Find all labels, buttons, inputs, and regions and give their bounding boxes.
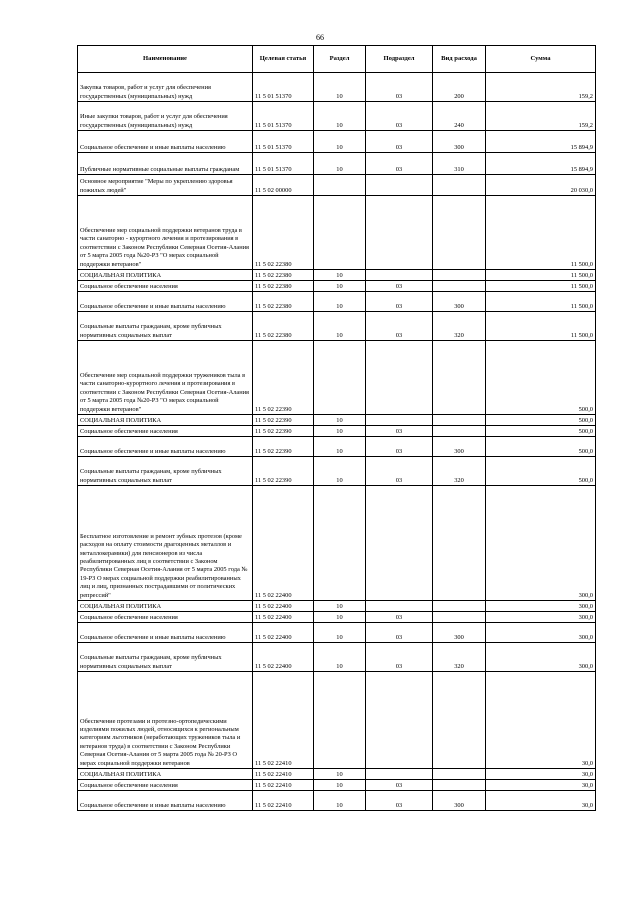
row-amount: 300,0	[486, 486, 596, 601]
row-expense-type: 240	[433, 102, 486, 131]
row-section	[314, 341, 366, 415]
row-section: 10	[314, 643, 366, 672]
row-amount: 11 500,0	[486, 292, 596, 312]
row-name: Обеспечение мер социальной поддержки тружеников тыла в части санаторно-курортного лечения и протезирования в соответствии с Законом Республики Северная Осетия-Алания от 5 марта 2005 года №20-РЗ "О мерах социальной поддержки ветеранов"	[78, 341, 253, 415]
row-expense-type	[433, 415, 486, 426]
row-target-article: 11 5 02 22400	[253, 623, 314, 643]
row-subsection	[366, 601, 433, 612]
header-subsection: Подраздел	[366, 46, 433, 73]
row-subsection	[366, 270, 433, 281]
row-section	[314, 486, 366, 601]
table-row	[78, 292, 596, 312]
row-name: СОЦИАЛЬНАЯ ПОЛИТИКА	[78, 415, 253, 426]
table-row	[78, 672, 596, 769]
row-target-article: 11 5 02 22380	[253, 281, 314, 292]
row-section: 10	[314, 281, 366, 292]
row-expense-type: 300	[433, 791, 486, 811]
row-section: 10	[314, 131, 366, 153]
row-name: Социальное обеспечение и иные выплаты населению	[78, 437, 253, 457]
row-subsection: 03	[366, 623, 433, 643]
row-section: 10	[314, 102, 366, 131]
row-name: Социальное обеспечение населения	[78, 281, 253, 292]
row-target-article: 11 5 02 22400	[253, 601, 314, 612]
row-amount: 500,0	[486, 437, 596, 457]
row-amount: 30,0	[486, 791, 596, 811]
row-subsection: 03	[366, 426, 433, 437]
row-section	[314, 196, 366, 270]
table-row	[78, 791, 596, 811]
row-amount: 300,0	[486, 643, 596, 672]
row-amount: 159,2	[486, 102, 596, 131]
table-row	[78, 769, 596, 780]
row-subsection: 03	[366, 780, 433, 791]
row-expense-type: 320	[433, 312, 486, 341]
table-row	[78, 102, 596, 131]
row-amount: 30,0	[486, 769, 596, 780]
row-name: Бесплатное изготовление и ремонт зубных протезов (кроме расходов на оплату стоимости драгоценных металлов и металлокерамики) для пенсионеров из числа реабилитированных лиц в соответствии с Законом Республики Северная Осетия-Алания от 5 марта 2005 года № 19-РЗ О мерах социальной поддержки реабилитированных лиц и лиц, признанных пострадавшими от политических репрессий"	[78, 486, 253, 601]
row-target-article: 11 5 02 22380	[253, 312, 314, 341]
row-amount: 300,0	[486, 612, 596, 623]
row-target-article: 11 5 02 22380	[253, 270, 314, 281]
row-name: СОЦИАЛЬНАЯ ПОЛИТИКА	[78, 270, 253, 281]
row-name: Социальное обеспечение и иные выплаты населению	[78, 292, 253, 312]
table-row	[78, 486, 596, 601]
row-amount: 20 030,0	[486, 175, 596, 196]
row-name: Социальное обеспечение и иные выплаты населению	[78, 791, 253, 811]
row-section: 10	[314, 73, 366, 102]
row-expense-type	[433, 612, 486, 623]
row-amount: 300,0	[486, 601, 596, 612]
row-target-article: 11 5 02 22410	[253, 672, 314, 769]
header-amount: Сумма	[486, 46, 596, 73]
row-subsection: 03	[366, 281, 433, 292]
row-amount: 500,0	[486, 341, 596, 415]
row-name: Социальное обеспечение и иные выплаты населению	[78, 131, 253, 153]
row-name: Социальное обеспечение населения	[78, 426, 253, 437]
table-row	[78, 270, 596, 281]
row-section: 10	[314, 437, 366, 457]
row-section: 10	[314, 457, 366, 486]
row-target-article: 11 5 02 22410	[253, 780, 314, 791]
row-expense-type	[433, 769, 486, 780]
table-row	[78, 457, 596, 486]
row-subsection: 03	[366, 437, 433, 457]
header-target-article: Целевая статья	[253, 46, 314, 73]
row-target-article: 11 5 02 22400	[253, 486, 314, 601]
table-row	[78, 196, 596, 270]
row-name: СОЦИАЛЬНАЯ ПОЛИТИКА	[78, 601, 253, 612]
row-name: Социальное обеспечение населения	[78, 612, 253, 623]
row-name: Социальные выплаты гражданам, кроме публичных нормативных социальных выплат	[78, 643, 253, 672]
table-row	[78, 426, 596, 437]
row-target-article: 11 5 02 22410	[253, 769, 314, 780]
row-expense-type: 300	[433, 623, 486, 643]
row-subsection: 03	[366, 312, 433, 341]
row-expense-type: 300	[433, 437, 486, 457]
row-target-article: 11 5 02 22390	[253, 426, 314, 437]
row-expense-type	[433, 196, 486, 270]
row-target-article: 11 5 02 22390	[253, 341, 314, 415]
row-expense-type: 310	[433, 153, 486, 175]
table-row	[78, 643, 596, 672]
row-subsection	[366, 341, 433, 415]
row-expense-type	[433, 426, 486, 437]
table-header-row	[78, 46, 596, 73]
row-subsection	[366, 672, 433, 769]
row-expense-type	[433, 341, 486, 415]
row-section: 10	[314, 270, 366, 281]
row-target-article: 11 5 02 00000	[253, 175, 314, 196]
row-name: Иные закупки товаров, работ и услуг для обеспечения государственных (муниципальных) нужд	[78, 102, 253, 131]
row-target-article: 11 5 02 22400	[253, 643, 314, 672]
row-target-article: 11 5 02 22390	[253, 457, 314, 486]
row-amount: 11 500,0	[486, 281, 596, 292]
header-expense-type: Вид расхода	[433, 46, 486, 73]
row-amount: 11 500,0	[486, 196, 596, 270]
row-expense-type: 200	[433, 73, 486, 102]
row-name: Социальное обеспечение населения	[78, 780, 253, 791]
table-row	[78, 623, 596, 643]
row-name: Социальное обеспечение и иные выплаты населению	[78, 623, 253, 643]
row-subsection	[366, 175, 433, 196]
row-amount: 15 894,9	[486, 131, 596, 153]
row-subsection	[366, 486, 433, 601]
row-subsection: 03	[366, 612, 433, 623]
row-target-article: 11 5 01 51370	[253, 153, 314, 175]
row-section	[314, 175, 366, 196]
row-amount: 500,0	[486, 415, 596, 426]
row-name: СОЦИАЛЬНАЯ ПОЛИТИКА	[78, 769, 253, 780]
table-row	[78, 131, 596, 153]
row-target-article: 11 5 02 22380	[253, 196, 314, 270]
table-body	[78, 73, 596, 811]
page-number: 66	[316, 33, 324, 42]
row-name: Социальные выплаты гражданам, кроме публичных нормативных социальных выплат	[78, 312, 253, 341]
row-target-article: 11 5 02 22380	[253, 292, 314, 312]
row-section: 10	[314, 623, 366, 643]
table-row	[78, 73, 596, 102]
row-amount: 30,0	[486, 780, 596, 791]
row-expense-type	[433, 270, 486, 281]
row-amount: 11 500,0	[486, 270, 596, 281]
row-name: Основное мероприятие "Меры по укреплению здоровья пожилых людей"	[78, 175, 253, 196]
row-section: 10	[314, 312, 366, 341]
row-expense-type	[433, 175, 486, 196]
row-amount: 11 500,0	[486, 312, 596, 341]
budget-table	[77, 45, 596, 811]
row-subsection	[366, 769, 433, 780]
row-name: Публичные нормативные социальные выплаты гражданам	[78, 153, 253, 175]
row-subsection: 03	[366, 643, 433, 672]
row-amount: 30,0	[486, 672, 596, 769]
row-target-article: 11 5 02 22400	[253, 612, 314, 623]
row-section: 10	[314, 415, 366, 426]
table-row	[78, 415, 596, 426]
table-row	[78, 175, 596, 196]
row-target-article: 11 5 01 51370	[253, 131, 314, 153]
header-section: Раздел	[314, 46, 366, 73]
row-subsection: 03	[366, 131, 433, 153]
table-row	[78, 780, 596, 791]
row-name: Обеспечение протезами и протезно-ортопедическими изделиями пожилых людей, относящихся к региональным категориям льготников (неработающих тружеников тыла и ветеранов труда) в соответствии с Законом Республики Северная Осетия-Алания от 5 марта 2005 года № 20-РЗ О мерах социальной поддержки ветеранов	[78, 672, 253, 769]
row-subsection: 03	[366, 102, 433, 131]
row-expense-type: 300	[433, 292, 486, 312]
row-section: 10	[314, 601, 366, 612]
row-expense-type: 320	[433, 643, 486, 672]
table-row	[78, 601, 596, 612]
row-amount: 500,0	[486, 457, 596, 486]
row-target-article: 11 5 02 22410	[253, 791, 314, 811]
row-amount: 500,0	[486, 426, 596, 437]
row-section: 10	[314, 612, 366, 623]
row-expense-type	[433, 780, 486, 791]
row-subsection	[366, 196, 433, 270]
row-expense-type	[433, 601, 486, 612]
table-row	[78, 341, 596, 415]
row-section: 10	[314, 780, 366, 791]
row-target-article: 11 5 02 22390	[253, 437, 314, 457]
row-target-article: 11 5 01 51370	[253, 73, 314, 102]
row-expense-type: 300	[433, 131, 486, 153]
row-subsection: 03	[366, 791, 433, 811]
row-expense-type: 320	[433, 457, 486, 486]
row-subsection: 03	[366, 457, 433, 486]
row-section: 10	[314, 791, 366, 811]
table-row	[78, 281, 596, 292]
row-name: Обеспечение мер социальной поддержки ветеранов труда в части санаторно - курортного лечения и протезирования в соответствии с Законом Республики Северная Осетия-Алания от 5 марта 2005 года №20-РЗ "О мерах социальной поддержки ветеранов"	[78, 196, 253, 270]
row-section: 10	[314, 292, 366, 312]
row-target-article: 11 5 01 51370	[253, 102, 314, 131]
row-expense-type	[433, 672, 486, 769]
row-section	[314, 672, 366, 769]
row-amount: 300,0	[486, 623, 596, 643]
row-name: Социальные выплаты гражданам, кроме публичных нормативных социальных выплат	[78, 457, 253, 486]
row-amount: 15 894,9	[486, 153, 596, 175]
row-subsection: 03	[366, 292, 433, 312]
row-expense-type	[433, 486, 486, 601]
header-name: Наименование	[78, 46, 253, 73]
row-section: 10	[314, 153, 366, 175]
row-subsection: 03	[366, 73, 433, 102]
table-row	[78, 612, 596, 623]
row-subsection: 03	[366, 153, 433, 175]
table-row	[78, 437, 596, 457]
table-row	[78, 312, 596, 341]
row-expense-type	[433, 281, 486, 292]
row-target-article: 11 5 02 22390	[253, 415, 314, 426]
row-subsection	[366, 415, 433, 426]
row-name: Закупка товаров, работ и услуг для обеспечения государственных (муниципальных) нужд	[78, 73, 253, 102]
table-row	[78, 153, 596, 175]
row-section: 10	[314, 769, 366, 780]
row-section: 10	[314, 426, 366, 437]
row-amount: 159,2	[486, 73, 596, 102]
